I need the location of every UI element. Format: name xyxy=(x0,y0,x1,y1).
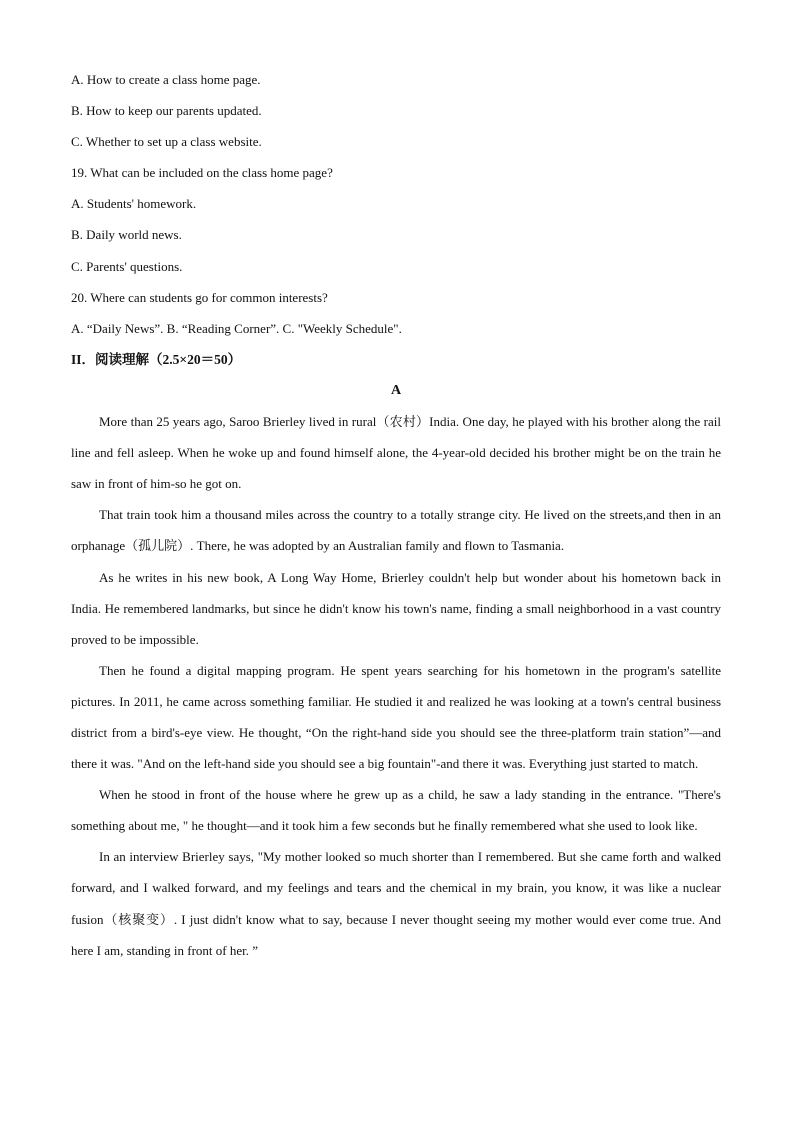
question-19: 19. What can be included on the class home page? xyxy=(71,165,333,181)
question-19-option-c: C. Parents' questions. xyxy=(71,258,183,274)
passage-paragraph-5: When he stood in front of the house where he grew up as a child, he saw a lady standing in the entrance. "There's something about me, " he thought—and it took him a few seconds but he finally remembered what she used to look like. xyxy=(71,787,721,834)
question-18-option-a: A. How to create a class home page. xyxy=(71,72,261,87)
question-20-options: A. “Daily News”. B. “Reading Corner”. C. "Weekly Schedule". xyxy=(71,320,402,336)
passage-paragraph-2: That train took him a thousand miles across the country to a totally strange city. He lived on the streets,and then in an orphanage（孤儿院）. There, he was adopted by an Australian family and flown to Tasmania. xyxy=(71,507,721,554)
question-18-option-b: B. How to keep our parents updated. xyxy=(71,103,262,119)
passage-paragraph-1: More than 25 years ago, Saroo Brierley lived in rural（农村）India. One day, he played with his brother along the rail line and fell asleep. When he woke up and found himself alone, the 4-year-old decided his brother might be on the train he saw in front of him-so he got on. xyxy=(71,414,721,492)
passage-label: A xyxy=(390,382,402,398)
passage-paragraph-4: Then he found a digital mapping program. He spent years searching for his hometown in the program's satellite pictures. In 2011, he came across something familiar. He studied it and realized he was looking at a town's central business district from a bird's-eye view. He thought, “On the right-hand side you should see the three-platform train station”—and there it was. "And on the left-hand side you should see a big fountain"-and there it was. Everything just started to match. xyxy=(71,662,721,772)
question-19-option-b: B. Daily world news. xyxy=(71,227,182,243)
question-19-option-a: A. Students' homework. xyxy=(71,196,197,212)
question-18-option-c: C. Whether to set up a class website. xyxy=(71,134,262,150)
passage-paragraph-3: As he writes in his new book, A Long Way Home, Brierley couldn't help but wonder about his hometown back in India. He remembered landmarks, but since he didn't know his town's name, finding a small neighborhood in a vast country proved to be impossible. xyxy=(71,569,721,647)
document-page xyxy=(71,64,721,966)
section-title: II．阅读理解（2.5×20＝50） xyxy=(71,351,242,367)
question-20: 20. Where can students go for common interests? xyxy=(71,289,328,305)
passage-paragraph-6: In an interview Brierley says, "My mother looked so much shorter than I remembered. But she came forth and walked forward, and I walked forward, and my feelings and tears and the chemical in my brain, you know, it was like a nuclear fusion（核聚变）. I just didn't know what to say, because I never thought seeing my mother would ever come true. And here I am, standing in front of her. ” xyxy=(71,849,721,958)
